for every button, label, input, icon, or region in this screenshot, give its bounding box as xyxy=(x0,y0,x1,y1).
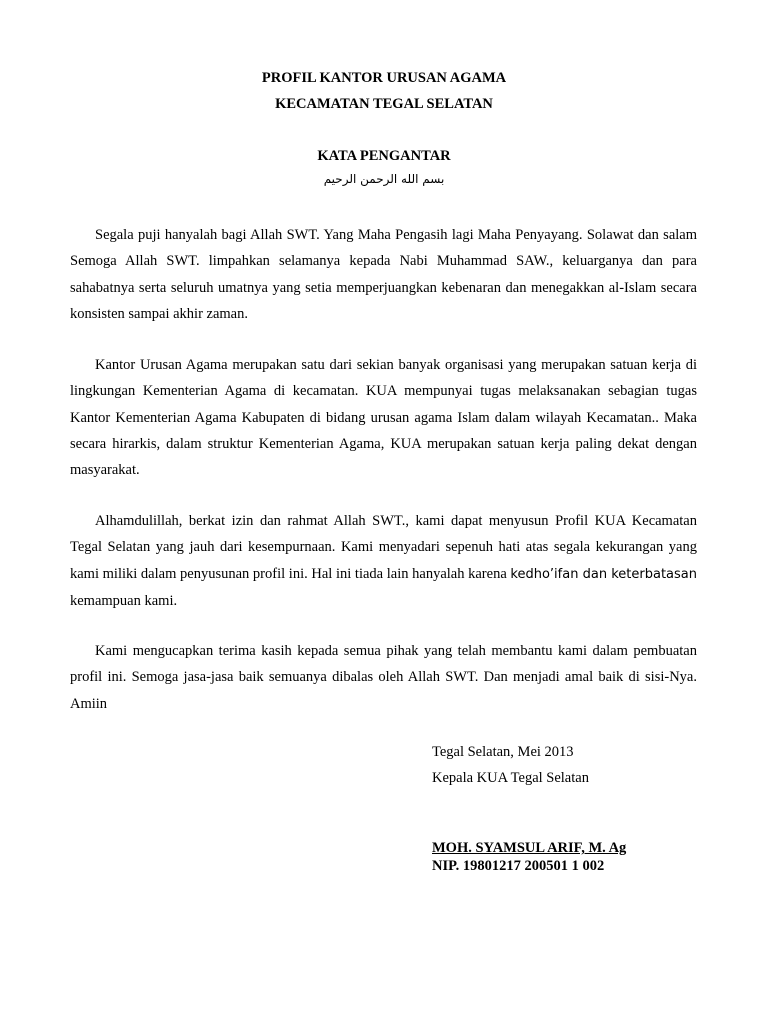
paragraph-2: Kantor Urusan Agama merupakan satu dari sekian banyak organisasi yang merupakan satuan kerja di lingkungan Kementerian Agama di kecamatan. KUA mempunyai tugas melaksanakan sebagian tugas Kantor Kementerian Agama Kabupaten di bidang urusan agama Islam dalam wilayah Kecamatan.. Maka secara hirarkis, dalam struktur Kementerian Agama, KUA merupakan satuan kerja paling dekat dengan masyarakat. xyxy=(70,357,697,479)
paragraph-3 xyxy=(70,508,697,614)
paragraph-3-handwritten-phrase: kedho’ifan dan keterbatasan xyxy=(510,566,697,582)
section-title: KATA PENGANTAR xyxy=(317,148,451,164)
paragraph-3-start: Alhamdulillah, berkat izin dan rahmat Allah SWT., kami dapat menyusun Profil KUA Kecamatan Tegal Selatan yang jauh dari kesempurnaan. Kami menyadari sepenuh hati atas segala kekurangan yang kami miliki dalam penyusunan profil ini. Hal ini tiada lain hanyalah karena xyxy=(70,513,697,582)
document-title-line2: KECAMATAN TEGAL SELATAN xyxy=(275,96,493,112)
paragraph-4: Kami mengucapkan terima kasih kepada semua pihak yang telah membantu kami dalam pembuatan profil ini. Semoga jasa-jasa baik semuanya dibalas oleh Allah SWT. Dan menjadi amal baik di sisi-Nya. Amiin xyxy=(70,643,697,712)
signature-position: Kepala KUA Tegal Selatan xyxy=(432,770,589,786)
document-title-line1: PROFIL KANTOR URUSAN AGAMA xyxy=(261,70,507,86)
paragraph-1: Segala puji hanyalah bagi Allah SWT. Yang Maha Pengasih lagi Maha Penyayang. Solawat dan salam Semoga Allah SWT. limpahkan selamanya kepada Nabi Muhammad SAW., keluarganya dan para sahabatnya serta seluruh umatnya yang setia memperjuangkan kebenaran dan menegakkan al-Islam secara konsisten sampai akhir zaman. xyxy=(70,227,697,322)
signature-name: MOH. SYAMSUL ARIF, M. Ag xyxy=(432,840,627,856)
basmalah-text: بسم الله الرحمن الرحيم xyxy=(323,172,445,186)
signature-nip: NIP. 19801217 200501 1 002 xyxy=(432,858,605,874)
signature-place-date: Tegal Selatan, Mei 2013 xyxy=(432,744,574,760)
paragraph-3-end: kemampuan kami. xyxy=(70,592,178,609)
